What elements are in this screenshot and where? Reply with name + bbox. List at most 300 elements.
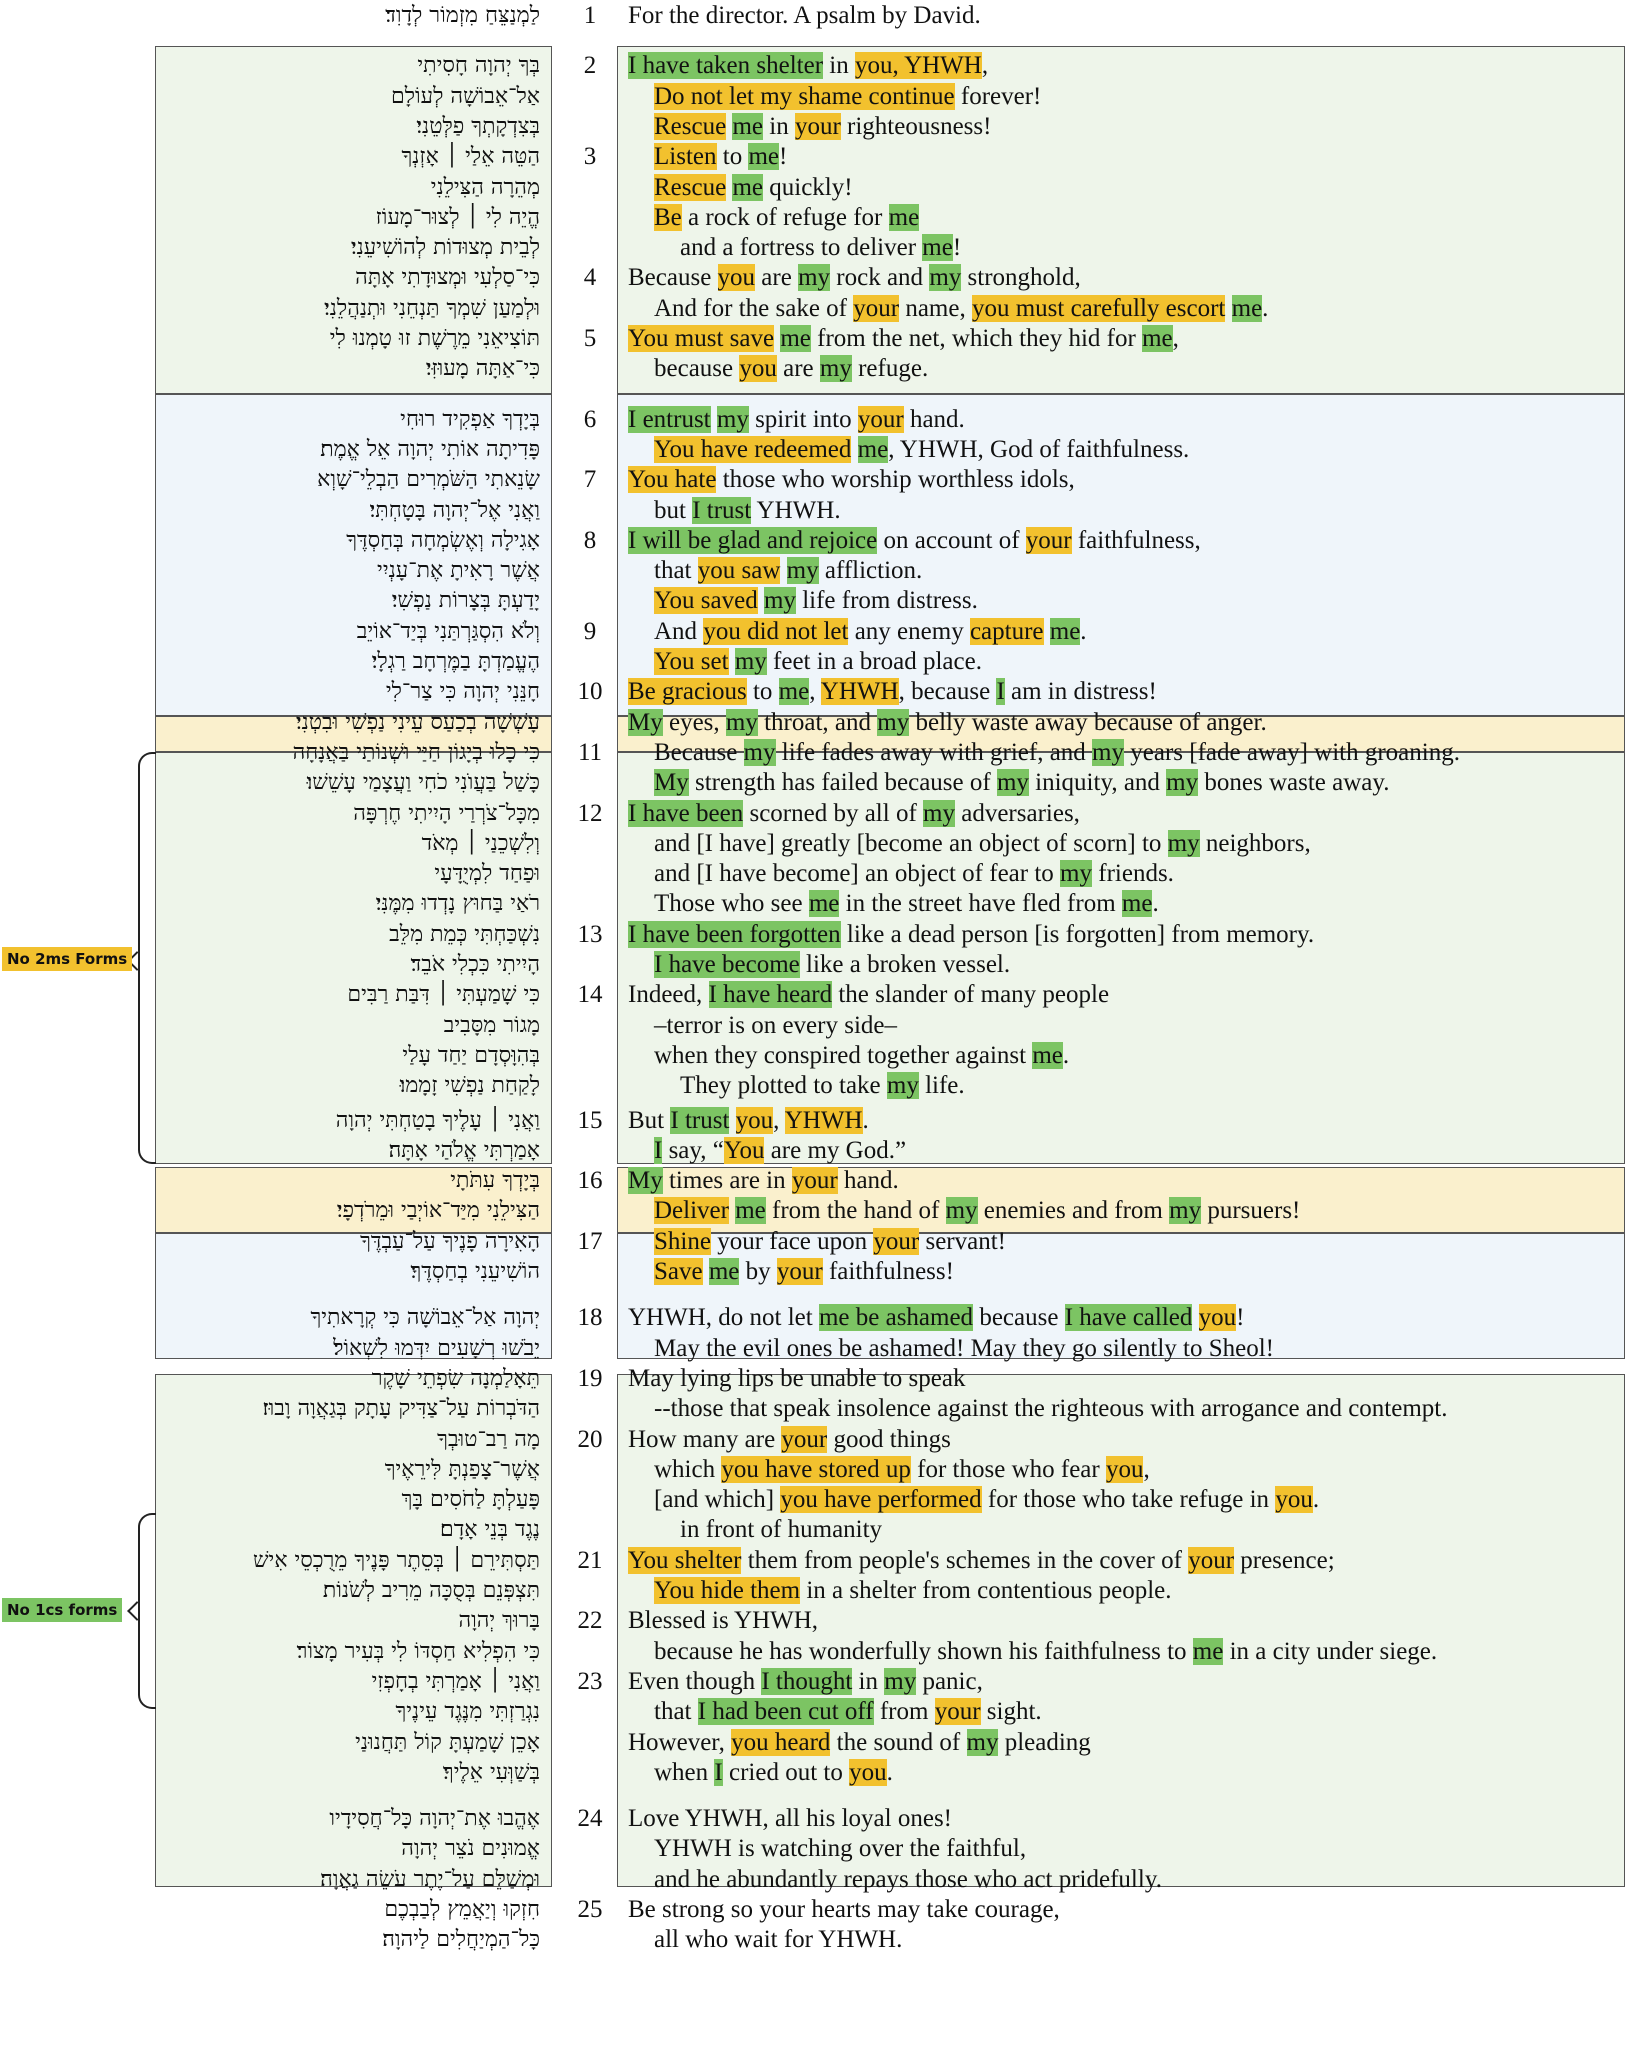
text-segment: in [852, 1667, 885, 1695]
text-segment: when they conspired together against [654, 1041, 1033, 1069]
second-person-highlight: YHWH [820, 678, 899, 706]
english-line [628, 920, 1314, 950]
hebrew-line: לְבֵית מְצוּדוֹת לְהוֹשִׁיעֵנִי׃ [350, 235, 540, 261]
hebrew-line: לַמְנַצֵּחַ מִזְמוֹר לְדָוִד׃ [385, 3, 540, 28]
second-person-highlight: You must save [628, 325, 775, 352]
first-person-highlight: me [857, 435, 889, 463]
hebrew-line: בְּיָדְךָ עִתֹּתָי [450, 1168, 540, 1194]
verse-number: 17 [577, 1227, 603, 1255]
english-line [654, 1485, 1319, 1515]
english-line [628, 799, 1080, 829]
hebrew-line: עָשְׁשָׁה בְכַעַס עֵינִי נַפְשִׁי וּבִטְנִי׃ [295, 709, 540, 735]
second-person-highlight: your [794, 112, 841, 140]
hebrew-line: יֵבֹשׁוּ רְשָׁעִים יִדְּמוּ לִשְׁאוֹל׃ [333, 1335, 540, 1361]
verse-number: 13 [577, 920, 603, 948]
hebrew-line: יְהוָה אַל־אֵבוֹשָׁה כִּי קְרָאתִיךָ [310, 1305, 540, 1331]
hebrew-line: וּפַחַד לִמְיֻדָּעָי [434, 861, 540, 887]
text-segment: . [886, 1758, 893, 1786]
english-line [654, 1925, 902, 1955]
text-segment: ! [1236, 1304, 1245, 1332]
text-segment: years [fade away] with groaning. [1124, 738, 1460, 766]
first-person-highlight: my [1169, 1197, 1202, 1225]
text-segment: the sound of [830, 1728, 967, 1756]
text-segment: , [1143, 1455, 1150, 1483]
english-line [654, 1455, 1150, 1485]
english-line [628, 1166, 899, 1196]
second-person-highlight: capture [969, 617, 1044, 645]
text-segment [703, 1258, 709, 1285]
hebrew-line: אֱמוּנִים נֹצֵר יְהוָה [401, 1836, 540, 1862]
text-segment: in the street have fled from [839, 890, 1122, 918]
first-person-highlight: my [1060, 860, 1092, 888]
english-line [654, 435, 1189, 465]
text-segment: pursuers! [1201, 1197, 1301, 1225]
verse-number: 10 [577, 678, 603, 706]
hebrew-line: הַצִּילֵנִי מִיַּד־אוֹיְבַי וּמֵרֹדְפָי׃ [336, 1198, 540, 1224]
second-person-highlight: Shine [654, 1227, 711, 1255]
english-line [628, 324, 1179, 354]
second-person-highlight: you [1105, 1455, 1144, 1483]
english-line [680, 1515, 882, 1545]
verse-number: 21 [577, 1546, 603, 1574]
text-segment: for those who fear [910, 1455, 1106, 1483]
first-person-highlight: my [1166, 769, 1199, 797]
english-line [628, 1895, 1060, 1925]
text-segment: like a dead person [is forgotten] from memory. [840, 920, 1315, 948]
text-segment [851, 436, 857, 463]
text-segment: Be strong so your hearts may take courage, [628, 1896, 1060, 1923]
english-line [654, 950, 1010, 980]
text-segment: quickly! [763, 173, 853, 201]
text-segment: . [1152, 890, 1159, 918]
english-line [654, 173, 853, 203]
first-person-highlight: me [888, 203, 920, 231]
text-segment: when [654, 1758, 715, 1786]
hebrew-line: הֶעֱמַדְתָּ בַמֶּרְחָב רַגְלָי׃ [371, 649, 540, 674]
text-segment: for those who take refuge in [981, 1486, 1276, 1514]
text-segment: because [654, 355, 740, 383]
text-segment: faithfulness! [822, 1258, 954, 1285]
second-person-highlight: you [735, 1106, 774, 1134]
verse-number: 18 [577, 1304, 603, 1332]
text-segment: from [873, 1698, 935, 1726]
text-segment: Because [628, 264, 718, 292]
first-person-highlight: I have become [654, 951, 800, 978]
verse-number: 6 [583, 405, 597, 433]
text-segment: good things [827, 1425, 951, 1453]
text-segment: Even though [628, 1667, 762, 1695]
hebrew-line: כִּי־אַתָּה מָעוּזִּי׃ [425, 356, 540, 382]
hebrew-line: הֱיֵה לִי ׀ לְצוּר־מָעוֹז [375, 204, 540, 230]
second-person-highlight: Be [654, 203, 682, 231]
text-segment: on account of [877, 526, 1026, 554]
second-person-highlight: Listen [654, 143, 717, 171]
text-segment: YHWH is watching over the faithful, [654, 1835, 1027, 1863]
english-line [654, 1011, 897, 1041]
first-person-highlight: me [708, 1258, 740, 1285]
english-line [628, 1728, 1091, 1758]
hebrew-line: תּוֹצִיאֵנִי מֵרֶשֶׁת זוּ טָמְנוּ לִי [329, 326, 540, 351]
hebrew-line: בְּךָ יְהוָה חָסִיתִי [417, 53, 540, 79]
english-line [654, 496, 841, 526]
text-segment: YHWH, do not let [628, 1304, 819, 1332]
first-person-highlight: I [996, 678, 1005, 706]
english-line [628, 1106, 869, 1136]
first-person-highlight: my [886, 1072, 919, 1100]
first-person-highlight: my [929, 264, 962, 292]
first-person-highlight: my [786, 557, 819, 585]
english-line [628, 1303, 1244, 1333]
first-person-highlight: I will be glad and rejoice [628, 526, 878, 554]
text-segment: , [1172, 325, 1179, 352]
hebrew-line: לָקַחַת נַפְשִׁי זָמָמוּ׃ [399, 1073, 540, 1099]
english-line [654, 82, 1041, 112]
english-line [654, 1334, 1274, 1364]
text-segment: are [776, 355, 820, 383]
text-segment: to [746, 678, 779, 706]
first-person-highlight: my [877, 708, 910, 736]
text-segment: all who wait for YHWH. [654, 1926, 903, 1954]
text-segment: and [I have become] an object of fear to [654, 860, 1061, 888]
text-segment: in front of humanity [680, 1516, 883, 1544]
english-line [654, 1196, 1300, 1226]
english-line [628, 1, 981, 31]
second-person-highlight: you [849, 1758, 887, 1786]
text-segment: refuge. [851, 355, 929, 383]
english-line [654, 586, 978, 616]
english-line [654, 617, 1087, 647]
first-person-highlight: me [748, 143, 779, 171]
text-segment: are my God.” [764, 1136, 907, 1164]
text-segment: , [981, 52, 989, 80]
second-person-highlight: Rescue [654, 173, 727, 201]
hebrew-line: הָאִירָה פָנֶיךָ עַל־עַבְדֶּךָ [360, 1228, 540, 1254]
first-person-highlight: my [966, 1728, 999, 1756]
text-segment: the slander of many people [832, 981, 1110, 1009]
verse-number: 5 [583, 325, 597, 352]
english-line [654, 1136, 906, 1166]
text-segment: spirit into [748, 405, 858, 433]
text-segment: stronghold, [961, 264, 1081, 292]
hebrew-line: אֶהֱבוּ אֶת־יְהוָה כָּל־חֲסִידָיו [329, 1806, 540, 1832]
second-person-highlight: you [1198, 1304, 1237, 1332]
english-line [628, 465, 1075, 495]
verse-number: 7 [583, 466, 597, 494]
text-segment: Because [654, 738, 744, 766]
first-person-highlight: I [654, 1136, 663, 1164]
english-line [628, 1667, 983, 1697]
text-segment: times are in [662, 1167, 792, 1195]
text-segment: And [654, 617, 704, 645]
verse-number: 1 [583, 2, 597, 29]
first-person-highlight: I thought [761, 1667, 853, 1695]
hebrew-line: נִגְרַזְתִּי מִנֶּגֶד עֵינֶיךָ [395, 1699, 540, 1725]
english-line [654, 1257, 954, 1287]
text-segment: forever! [954, 82, 1042, 110]
text-segment: a rock of refuge for [681, 203, 889, 231]
text-segment: any enemy [848, 617, 970, 645]
english-line [654, 889, 1159, 919]
second-person-highlight: your [791, 1167, 838, 1195]
english-line [654, 768, 1390, 798]
text-segment: friends. [1092, 860, 1174, 888]
text-segment: Love YHWH, all his loyal ones! [628, 1805, 952, 1833]
text-segment: Those who see [654, 890, 809, 918]
text-segment: because he has wonderfully shown his faithfulness to [654, 1637, 1193, 1665]
english-line [628, 1364, 965, 1394]
hebrew-line: הוֹשִׁיעֵנִי בְחַסְדֶּךָ׃ [410, 1259, 540, 1284]
text-segment: cried out to [722, 1758, 850, 1786]
english-line [654, 738, 1460, 768]
text-segment [1044, 618, 1050, 645]
first-person-highlight: my [734, 648, 767, 675]
first-person-highlight: me [732, 173, 763, 201]
hebrew-line: חָנֵּנִי יְהוָה כִּי צַר־לִי [385, 679, 540, 705]
english-line [654, 1697, 1042, 1727]
english-line [654, 1758, 893, 1788]
text-segment: May the evil ones be ashamed! May they go silently to Sheol! [654, 1334, 1275, 1362]
hebrew-line: וְלִשְׁכֵנַי ׀ מְאֹד [421, 830, 540, 856]
english-line [654, 556, 922, 586]
text-segment [1225, 295, 1231, 322]
verse-number: 8 [583, 526, 597, 554]
first-person-highlight: me [1142, 325, 1173, 352]
second-person-highlight: You saved [654, 587, 758, 615]
text-segment: neighbors, [1199, 829, 1311, 857]
text-segment: , because [898, 678, 997, 706]
text-segment [780, 557, 786, 584]
second-person-highlight: You set [654, 648, 729, 675]
first-person-highlight: me [1231, 294, 1263, 322]
first-person-highlight: me [1192, 1637, 1224, 1665]
text-segment: . [1262, 294, 1269, 322]
second-person-highlight: Deliver [654, 1197, 729, 1225]
verse-number: 14 [577, 981, 603, 1009]
text-segment: However, [628, 1728, 732, 1756]
text-segment: . [862, 1106, 869, 1134]
second-person-highlight: YHWH [784, 1106, 863, 1134]
hebrew-line: מָגוֹר מִסָּבִיב [443, 1012, 540, 1038]
text-segment: eyes, [662, 708, 726, 736]
text-segment: that [654, 1698, 698, 1726]
text-segment: throat, and [757, 708, 878, 736]
verse-number: 19 [577, 1364, 603, 1392]
first-person-highlight: me [735, 1197, 766, 1225]
first-person-highlight: my [1092, 738, 1124, 766]
hebrew-line: תַּסְתִּירֵם ׀ בְּסֵתֶר פָּנֶיךָ מֵרֻכְסֵי אִישׁ [252, 1547, 540, 1573]
hebrew-line: אַל־אֵבוֹשָׁה לְעוֹלָם [391, 83, 540, 109]
text-segment: Blessed is YHWH, [628, 1607, 819, 1635]
second-person-highlight: your [1188, 1546, 1235, 1574]
first-person-highlight: My [628, 1167, 663, 1195]
first-person-highlight: me [778, 678, 810, 706]
english-line [628, 1425, 951, 1455]
text-segment: rock and [830, 264, 930, 292]
second-person-highlight: you [717, 264, 756, 292]
text-segment: [and which] [654, 1486, 781, 1514]
hebrew-line: הַטֵּה אֵלַי ׀ אָזְנְךָ [401, 144, 540, 170]
label-no-1cs-forms: No 1cs forms [2, 1598, 122, 1622]
english-line [654, 1394, 1448, 1424]
text-segment: say, “ [662, 1136, 724, 1164]
english-line [654, 859, 1174, 889]
second-person-highlight: you did not let [703, 617, 849, 645]
verse-number: 20 [577, 1425, 603, 1453]
text-segment: --those that speak insolence against the righteous with arrogance and contempt. [654, 1395, 1448, 1423]
english-line [654, 1576, 1172, 1606]
hebrew-line: אֲשֶׁר־צָפַנְתָּ לִּירֵאֶיךָ [384, 1456, 540, 1482]
second-person-highlight: your [1025, 526, 1072, 554]
verse-number: 25 [577, 1896, 603, 1923]
text-segment: am in distress! [1004, 678, 1157, 706]
text-segment: bones waste away. [1198, 769, 1390, 797]
hebrew-line: וּמְשַׁלֵּם עַל־יֶתֶר עֹשֵׂה גַאֲוָה׃ [320, 1866, 540, 1892]
english-line [654, 294, 1268, 324]
text-segment: your face upon [710, 1227, 874, 1255]
text-segment: . [1080, 617, 1087, 645]
hebrew-line: כָּשַׁל בַּעֲוֺנִי כֹחִי וַעֲצָמַי עָשֵׁשׁוּ׃ [306, 770, 540, 796]
second-person-highlight: You have redeemed [654, 435, 852, 463]
hebrew-line: רֹאַי בַּחוּץ נָדְדוּ מִמֶּנִּי׃ [375, 891, 540, 917]
first-person-highlight: I entrust [628, 405, 711, 433]
english-line [628, 405, 965, 435]
text-segment: by [739, 1258, 777, 1285]
text-segment: in [823, 52, 855, 80]
english-line [628, 1606, 818, 1636]
first-person-highlight: my [819, 355, 852, 383]
hebrew-line: כִּי כָלוּ בְיָגוֹן חַיַּי וּשְׁנוֹתַי בַּאֲנָחָה [292, 739, 540, 765]
first-person-highlight: I had been cut off [697, 1698, 874, 1726]
first-person-highlight: me be ashamed [818, 1304, 974, 1332]
text-segment: because [973, 1304, 1065, 1332]
text-segment: adversaries, [954, 799, 1080, 827]
second-person-highlight: You hate [628, 466, 717, 494]
text-segment [729, 1107, 735, 1134]
hebrew-line: מִכָּל־צֹרְרַי הָיִיתִי חֶרְפָּה [353, 800, 540, 826]
text-segment: but [654, 496, 693, 524]
text-segment: How many are [628, 1425, 782, 1453]
text-segment: feet in a broad place. [766, 648, 982, 675]
english-line [628, 1804, 952, 1834]
text-segment: . [1062, 1041, 1070, 1069]
text-segment: from the hand of [765, 1197, 946, 1225]
second-person-highlight: Rescue [654, 112, 727, 140]
text-segment [711, 406, 717, 433]
first-person-highlight: my [945, 1197, 978, 1225]
text-segment: faithfulness, [1071, 526, 1201, 554]
verse-number: 15 [577, 1106, 603, 1134]
text-segment: and a fortress to deliver [680, 234, 923, 262]
first-person-highlight: me [1121, 890, 1153, 918]
first-person-highlight: I [714, 1758, 723, 1786]
text-segment: , [773, 1106, 785, 1134]
text-segment: Indeed, [628, 981, 709, 1009]
hebrew-line: בְּצִדְקָתְךָ פַלְּטֵנִי׃ [416, 113, 540, 139]
english-line [654, 112, 991, 142]
verse-number: 23 [577, 1667, 603, 1695]
text-segment: life from distress. [795, 587, 978, 615]
second-person-highlight: your [781, 1425, 828, 1453]
text-segment: belly waste away because of anger. [909, 708, 1267, 736]
second-person-highlight: you [1275, 1486, 1313, 1514]
english-line [628, 263, 1081, 293]
hebrew-line: וַאֲנִי ׀ עָלֶיךָ בָטַחְתִּי יְהוָה [335, 1107, 540, 1133]
english-line [628, 980, 1109, 1010]
verse-number: 2 [583, 52, 597, 80]
text-segment: , YHWH, God of faithfulness. [888, 435, 1190, 463]
first-person-highlight: my [743, 738, 776, 766]
verse-number: 12 [577, 799, 603, 827]
text-segment: sight. [980, 1698, 1042, 1726]
english-line [654, 354, 928, 384]
first-person-highlight: me [1032, 1041, 1063, 1069]
text-segment: that [654, 557, 698, 585]
hebrew-line: הָיִיתִי כִּכְלִי אֹבֵד׃ [410, 952, 540, 977]
text-segment: which [654, 1455, 722, 1483]
first-person-highlight: I trust [670, 1106, 730, 1134]
text-segment: like a broken vessel. [799, 951, 1011, 978]
second-person-highlight: your [934, 1698, 981, 1726]
hebrew-line: בְּיָדְךָ אַפְקִיד רוּחִי [400, 406, 540, 432]
english-line [628, 708, 1267, 738]
text-segment: in a shelter from contentious people. [800, 1577, 1172, 1604]
text-segment [1192, 1304, 1198, 1331]
hebrew-line: וַאֲנִי ׀ אָמַרְתִּי בְחָפְזִי [371, 1668, 540, 1694]
hebrew-line: אָכֵן שָׁמַעְתָּ קוֹל תַּחֲנוּנַי [355, 1729, 540, 1755]
text-segment: from the net, which they hid for [810, 325, 1143, 352]
hebrew-line: מָה רַב־טוּבְךָ [437, 1426, 540, 1452]
text-segment: and [I have] greatly [become an object of scorn] to [654, 829, 1168, 857]
text-segment: name, [899, 294, 972, 322]
text-segment: those who worship worthless idols, [716, 466, 1075, 494]
text-segment: . [1312, 1486, 1320, 1514]
hebrew-line: כִּי־סַלְעִי וּמְצוּדָתִי אָתָּה [355, 265, 540, 291]
second-person-highlight: You [723, 1136, 765, 1164]
text-segment: in [763, 112, 795, 140]
hebrew-line: וְלֹא הִסְגַּרְתַּנִי בְּיַד־אוֹיֵב [356, 618, 540, 644]
first-person-highlight: me [922, 234, 953, 262]
text-segment: hand. [837, 1167, 899, 1195]
text-segment: righteousness! [840, 112, 992, 140]
text-segment: They plotted to take [680, 1072, 887, 1100]
english-line [628, 1546, 1335, 1576]
english-line [628, 51, 988, 81]
hebrew-line: בָּרוּךְ יְהוָה [458, 1608, 540, 1634]
text-segment: ! [779, 143, 788, 171]
second-person-highlight: Do not let my shame continue [654, 82, 955, 110]
english-line [654, 1227, 1006, 1257]
text-segment [729, 648, 735, 675]
hebrew-line: אֲשֶׁר רָאִיתָ אֶת־עָנְיִי [377, 558, 540, 584]
first-person-highlight: I have heard [708, 981, 833, 1009]
first-person-highlight: my [798, 264, 831, 292]
text-segment: , [809, 678, 821, 706]
first-person-highlight: I have taken shelter [628, 52, 824, 80]
hebrew-line: פָּדִיתָה אוֹתִי יְהוָה אֵל אֱמֶת׃ [320, 436, 540, 462]
hebrew-line: כִּי הִפְלִיא חַסְדּוֹ לִי בְּעִיר מָצוֹר׃ [296, 1638, 540, 1664]
first-person-highlight: My [654, 769, 689, 797]
first-person-highlight: I trust [692, 496, 752, 524]
verse-number: 11 [577, 738, 603, 766]
text-segment: And for the sake of [654, 294, 854, 322]
first-person-highlight: me [808, 890, 840, 918]
hebrew-line: נִשְׁכַּחְתִּי כְּמֵת מִלֵּב [389, 921, 540, 947]
first-person-highlight: my [763, 587, 796, 615]
text-segment: enemies and from [977, 1197, 1170, 1225]
first-person-highlight: I have been [628, 799, 744, 827]
text-segment: them from people's schemes in the cover of [741, 1546, 1189, 1574]
first-person-highlight: my [1167, 829, 1200, 857]
